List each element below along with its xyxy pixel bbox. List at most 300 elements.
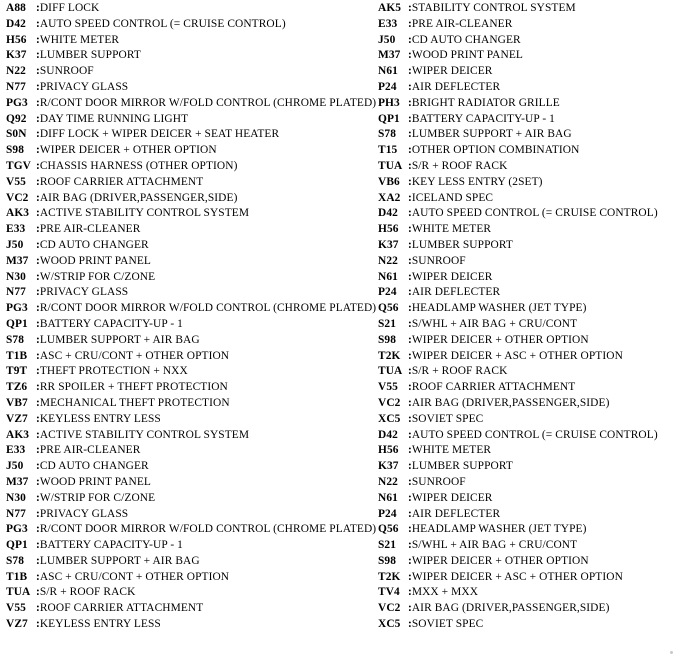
option-description: BRIGHT RADIATOR GRILLE [411, 96, 560, 109]
code-separator: : [407, 302, 412, 315]
code-separator: : [407, 381, 412, 394]
option-description: SUNROOF [39, 65, 94, 78]
option-code: S78 [6, 554, 25, 567]
code-separator: : [407, 33, 412, 46]
option-code: S78 [378, 128, 397, 141]
option-row [378, 459, 689, 475]
option-description: AUTO SPEED CONTROL (= CRUISE CONTROL) [411, 207, 658, 220]
option-description: BATTERY CAPACITY-UP - 1 [411, 112, 555, 125]
option-row [6, 33, 378, 49]
code-separator: : [407, 96, 412, 109]
option-code: AK3 [6, 428, 30, 441]
option-description: WIPER DEICER + OTHER OPTION [411, 333, 589, 346]
option-row [6, 1, 378, 17]
option-code: A88 [6, 2, 26, 14]
option-row [6, 522, 378, 538]
code-separator: : [35, 460, 40, 473]
code-separator: : [35, 286, 40, 299]
code-separator: : [407, 460, 412, 473]
option-row [6, 48, 378, 64]
option-code: T2K [378, 349, 401, 362]
option-code: D42 [6, 17, 26, 30]
option-code: E33 [378, 17, 398, 30]
option-row [6, 507, 378, 523]
option-code: T15 [378, 144, 398, 157]
option-code: N22 [6, 65, 26, 78]
option-code: AK5 [378, 2, 402, 14]
code-separator: : [35, 49, 40, 62]
option-code: H56 [6, 33, 27, 46]
option-row [6, 459, 378, 475]
code-separator: : [35, 554, 40, 567]
option-code: E33 [6, 444, 26, 457]
code-separator: : [407, 65, 412, 78]
option-description: WIPER DEICER [411, 65, 493, 78]
option-code: S98 [6, 144, 25, 157]
option-row [6, 206, 378, 222]
option-code: PG3 [6, 302, 28, 315]
code-separator: : [35, 523, 40, 536]
option-code: TZ6 [6, 381, 28, 394]
code-separator: : [407, 396, 412, 409]
option-description: LUMBER SUPPORT + AIR BAG [39, 554, 200, 567]
option-row [6, 317, 378, 333]
option-code: N77 [6, 80, 26, 93]
code-separator: : [35, 128, 40, 141]
code-separator: : [407, 175, 412, 188]
option-code: J50 [378, 33, 396, 46]
code-separator: : [407, 602, 412, 615]
code-separator: : [407, 270, 412, 283]
option-code: VC2 [378, 396, 401, 409]
code-separator: : [407, 17, 412, 30]
option-row [378, 554, 689, 570]
option-description: WOOD PRINT PANEL [39, 254, 151, 267]
option-row [6, 254, 378, 270]
option-code: J50 [6, 238, 24, 251]
option-row [6, 570, 378, 586]
option-code: N61 [378, 491, 398, 504]
left-column [6, 1, 378, 633]
option-code: AK3 [6, 207, 30, 220]
option-description: ASC + CRU/CONT + OTHER OPTION [39, 349, 230, 362]
option-code: PG3 [6, 523, 28, 536]
option-code: H56 [378, 444, 399, 457]
code-separator: : [35, 365, 40, 378]
option-code: K37 [6, 49, 27, 62]
option-description: AIR BAG (DRIVER,PASSENGER,SIDE) [411, 396, 610, 409]
option-code: N22 [378, 475, 398, 488]
option-description: ROOF CARRIER ATTACHMENT [39, 602, 204, 615]
option-row [6, 143, 378, 159]
option-description: LUMBER SUPPORT [39, 49, 141, 62]
option-row [378, 396, 689, 412]
right-column [378, 1, 689, 633]
option-row [378, 443, 689, 459]
option-code: S98 [378, 554, 397, 567]
option-description: PRIVACY GLASS [39, 286, 129, 299]
option-code: XA2 [378, 191, 401, 204]
option-description: S/WHL + AIR BAG + CRU/CONT [411, 539, 578, 552]
code-separator: : [407, 286, 412, 299]
option-description: PRIVACY GLASS [39, 80, 129, 93]
option-description: W/STRIP FOR C/ZONE [39, 491, 156, 504]
option-code: K37 [378, 460, 399, 473]
option-description: KEYLESS ENTRY LESS [39, 412, 161, 425]
code-separator: : [35, 207, 40, 220]
code-separator: : [407, 523, 412, 536]
option-row [6, 175, 378, 191]
option-row [6, 491, 378, 507]
option-row [6, 64, 378, 80]
option-row [378, 522, 689, 538]
option-row [378, 585, 689, 601]
code-separator: : [407, 223, 412, 236]
code-separator: : [35, 65, 40, 78]
option-code: N61 [378, 65, 398, 78]
option-description: MXX + MXX [411, 586, 479, 599]
option-row [6, 412, 378, 428]
code-separator: : [35, 444, 40, 457]
option-row [378, 80, 689, 96]
option-row [378, 127, 689, 143]
option-code: N22 [378, 254, 398, 267]
option-description: LUMBER SUPPORT + AIR BAG [39, 333, 200, 346]
code-separator: : [35, 96, 40, 109]
code-separator: : [35, 412, 40, 425]
option-description: WHITE METER [411, 223, 492, 236]
option-code: V55 [378, 381, 398, 394]
option-row [6, 428, 378, 444]
code-separator: : [35, 570, 40, 583]
option-row [6, 538, 378, 554]
option-description: AIR BAG (DRIVER,PASSENGER,SIDE) [411, 602, 610, 615]
option-description: KEYLESS ENTRY LESS [39, 618, 161, 631]
option-row [378, 491, 689, 507]
option-row [378, 254, 689, 270]
option-description: ICELAND SPEC [411, 191, 494, 204]
code-separator: : [407, 507, 412, 520]
option-code: H56 [378, 223, 399, 236]
option-description: AIR DEFLECTER [411, 507, 501, 520]
option-code: TUA [6, 586, 31, 599]
code-separator: : [35, 159, 40, 172]
code-separator: : [35, 238, 40, 251]
option-row [6, 617, 378, 633]
option-code: VZ7 [6, 618, 28, 631]
option-description: SOVIET SPEC [411, 618, 484, 631]
option-description: SOVIET SPEC [411, 412, 484, 425]
option-code: V55 [6, 602, 26, 615]
option-description: BATTERY CAPACITY-UP - 1 [39, 539, 183, 552]
code-separator: : [407, 412, 412, 425]
option-row [378, 475, 689, 491]
option-row [6, 159, 378, 175]
code-separator: : [407, 539, 412, 552]
option-description: CD AUTO CHANGER [39, 238, 149, 251]
option-description: THEFT PROTECTION + NXX [39, 365, 188, 378]
option-code: VZ7 [6, 412, 28, 425]
option-row [378, 191, 689, 207]
option-code: QP1 [6, 317, 28, 330]
option-code: V55 [6, 175, 26, 188]
option-row [6, 238, 378, 254]
option-code: D42 [378, 428, 398, 441]
code-separator: : [407, 207, 412, 220]
option-row [6, 585, 378, 601]
code-separator: : [35, 333, 40, 346]
option-row [378, 380, 689, 396]
option-row [378, 428, 689, 444]
option-row [6, 475, 378, 491]
option-row [378, 601, 689, 617]
option-row [6, 396, 378, 412]
option-code: J50 [6, 460, 24, 473]
code-separator: : [407, 112, 412, 125]
option-row [378, 412, 689, 428]
option-row [6, 364, 378, 380]
option-code: T1B [6, 349, 28, 362]
code-separator: : [35, 475, 40, 488]
option-row [6, 96, 378, 112]
option-row [378, 301, 689, 317]
option-description: ROOF CARRIER ATTACHMENT [411, 381, 576, 394]
option-row [378, 222, 689, 238]
code-separator: : [35, 381, 40, 394]
option-description: WIPER DEICER + ASC + OTHER OPTION [411, 349, 623, 362]
code-separator: : [407, 428, 412, 441]
option-description: WOOD PRINT PANEL [39, 475, 151, 488]
code-separator: : [35, 33, 40, 46]
code-separator: : [35, 191, 40, 204]
option-description: AIR DEFLECTER [411, 80, 501, 93]
option-row [6, 333, 378, 349]
code-separator: : [35, 507, 40, 520]
option-code: M37 [378, 49, 401, 62]
option-row [378, 349, 689, 365]
option-row [378, 48, 689, 64]
option-row [378, 364, 689, 380]
option-code: VB6 [378, 175, 400, 188]
option-description: BATTERY CAPACITY-UP - 1 [39, 317, 183, 330]
option-row [378, 175, 689, 191]
option-description: ACTIVE STABILITY CONTROL SYSTEM [39, 207, 250, 220]
option-row [6, 285, 378, 301]
option-description: PRE AIR-CLEANER [39, 444, 141, 457]
option-row [6, 222, 378, 238]
option-row [378, 96, 689, 112]
option-code: S0N [6, 128, 27, 141]
option-code: QP1 [6, 539, 28, 552]
option-description: HEADLAMP WASHER (JET TYPE) [411, 302, 587, 315]
option-description: STABILITY CONTROL SYSTEM [411, 2, 576, 14]
code-separator: : [35, 618, 40, 631]
option-code: PG3 [6, 96, 28, 109]
option-code: N77 [6, 507, 26, 520]
option-code: P24 [378, 286, 397, 299]
code-separator: : [407, 317, 412, 330]
option-code: T9T [6, 365, 28, 378]
option-code: XC5 [378, 618, 401, 631]
option-description: R/CONT DOOR MIRROR W/FOLD CONTROL (CHROME PLATED) [39, 302, 377, 315]
option-code: TUA [378, 159, 403, 172]
code-separator: : [407, 349, 412, 362]
code-separator: : [407, 475, 412, 488]
code-separator: : [35, 17, 40, 30]
option-code: K37 [378, 238, 399, 251]
code-separator: : [35, 349, 40, 362]
option-code: E33 [6, 223, 26, 236]
code-separator: : [35, 270, 40, 283]
option-row [6, 17, 378, 33]
code-separator: : [35, 428, 40, 441]
option-description: PRIVACY GLASS [39, 507, 129, 520]
option-row [378, 1, 689, 17]
code-separator: : [407, 191, 412, 204]
option-row [6, 112, 378, 128]
option-code: N77 [6, 286, 26, 299]
option-description: S/R + ROOF RACK [39, 586, 136, 599]
code-separator: : [407, 144, 412, 157]
option-code: S21 [378, 317, 397, 330]
option-row [378, 206, 689, 222]
option-description: HEADLAMP WASHER (JET TYPE) [411, 523, 587, 536]
option-row [6, 80, 378, 96]
code-separator: : [407, 2, 412, 14]
option-row [378, 143, 689, 159]
option-description: KEY LESS ENTRY (2SET) [411, 175, 543, 188]
code-separator: : [35, 112, 40, 125]
option-row [6, 443, 378, 459]
option-row [378, 507, 689, 523]
option-description: CD AUTO CHANGER [411, 33, 521, 46]
option-description: W/STRIP FOR C/ZONE [39, 270, 156, 283]
code-separator: : [407, 128, 412, 141]
option-row [378, 333, 689, 349]
code-separator: : [35, 80, 40, 93]
option-code: Q56 [378, 302, 399, 315]
code-separator: : [407, 49, 412, 62]
option-description: CHASSIS HARNESS (OTHER OPTION) [39, 159, 238, 172]
option-description: SUNROOF [411, 254, 466, 267]
code-separator: : [407, 80, 412, 93]
option-row [378, 317, 689, 333]
option-row [378, 159, 689, 175]
option-description: S/WHL + AIR BAG + CRU/CONT [411, 317, 578, 330]
code-separator: : [35, 2, 40, 14]
option-code: P24 [378, 80, 397, 93]
option-code: PH3 [378, 96, 400, 109]
option-description: DIFF LOCK + WIPER DEICER + SEAT HEATER [39, 128, 280, 141]
option-row [6, 554, 378, 570]
option-description: AIR BAG (DRIVER,PASSENGER,SIDE) [39, 191, 238, 204]
option-description: DAY TIME RUNNING LIGHT [39, 112, 189, 125]
option-row [378, 238, 689, 254]
option-code: VC2 [378, 602, 401, 615]
option-code: N30 [6, 491, 26, 504]
code-separator: : [407, 570, 412, 583]
option-description: MECHANICAL THEFT PROTECTION [39, 396, 230, 409]
option-code: S21 [378, 539, 397, 552]
option-code: VC2 [6, 191, 29, 204]
code-separator: : [35, 586, 40, 599]
code-separator: : [407, 618, 412, 631]
code-separator: : [35, 396, 40, 409]
option-row [6, 127, 378, 143]
option-row [6, 191, 378, 207]
code-separator: : [35, 317, 40, 330]
code-separator: : [407, 554, 412, 567]
option-description: WOOD PRINT PANEL [411, 49, 523, 62]
option-code: T2K [378, 570, 401, 583]
code-separator: : [407, 365, 412, 378]
option-description: WHITE METER [39, 33, 120, 46]
option-row [378, 270, 689, 286]
option-description: AUTO SPEED CONTROL (= CRUISE CONTROL) [39, 17, 286, 30]
option-row [378, 285, 689, 301]
code-separator: : [407, 159, 412, 172]
option-row [378, 17, 689, 33]
code-separator: : [407, 491, 412, 504]
option-code: P24 [378, 507, 397, 520]
option-description: WIPER DEICER + OTHER OPTION [39, 144, 217, 157]
option-description: ACTIVE STABILITY CONTROL SYSTEM [39, 428, 250, 441]
code-separator: : [407, 444, 412, 457]
option-description: CD AUTO CHANGER [39, 460, 149, 473]
option-code: XC5 [378, 412, 401, 425]
option-description: WIPER DEICER + OTHER OPTION [411, 554, 589, 567]
option-code: TGV [6, 159, 31, 172]
option-description: S/R + ROOF RACK [411, 159, 508, 172]
option-description: SUNROOF [411, 475, 466, 488]
option-description: RR SPOILER + THEFT PROTECTION [39, 381, 228, 394]
code-separator: : [35, 302, 40, 315]
code-separator: : [35, 175, 40, 188]
option-description: WIPER DEICER + ASC + OTHER OPTION [411, 570, 623, 583]
option-row [378, 64, 689, 80]
option-row [378, 112, 689, 128]
option-description: LUMBER SUPPORT + AIR BAG [411, 128, 572, 141]
option-code: VB7 [6, 396, 28, 409]
code-separator: : [407, 238, 412, 251]
option-description: OTHER OPTION COMBINATION [411, 144, 580, 157]
code-separator: : [35, 539, 40, 552]
option-code: N30 [6, 270, 26, 283]
scan-mark [670, 651, 673, 654]
option-description: S/R + ROOF RACK [411, 365, 508, 378]
option-description: ASC + CRU/CONT + OTHER OPTION [39, 570, 230, 583]
option-description: PRE AIR-CLEANER [39, 223, 141, 236]
option-description: LUMBER SUPPORT [411, 460, 513, 473]
option-code: QP1 [378, 112, 400, 125]
option-code: M37 [6, 254, 29, 267]
option-row [6, 349, 378, 365]
option-code: Q92 [6, 112, 27, 125]
option-row [378, 617, 689, 633]
option-description: WIPER DEICER [411, 491, 493, 504]
option-row [378, 33, 689, 49]
option-row [6, 380, 378, 396]
option-description: AIR DEFLECTER [411, 286, 501, 299]
option-code: S78 [6, 333, 25, 346]
option-code: TUA [378, 365, 403, 378]
option-code: D42 [378, 207, 398, 220]
option-code: S98 [378, 333, 397, 346]
option-row [6, 601, 378, 617]
option-row [378, 538, 689, 554]
option-description: LUMBER SUPPORT [411, 238, 513, 251]
option-description: ROOF CARRIER ATTACHMENT [39, 175, 204, 188]
